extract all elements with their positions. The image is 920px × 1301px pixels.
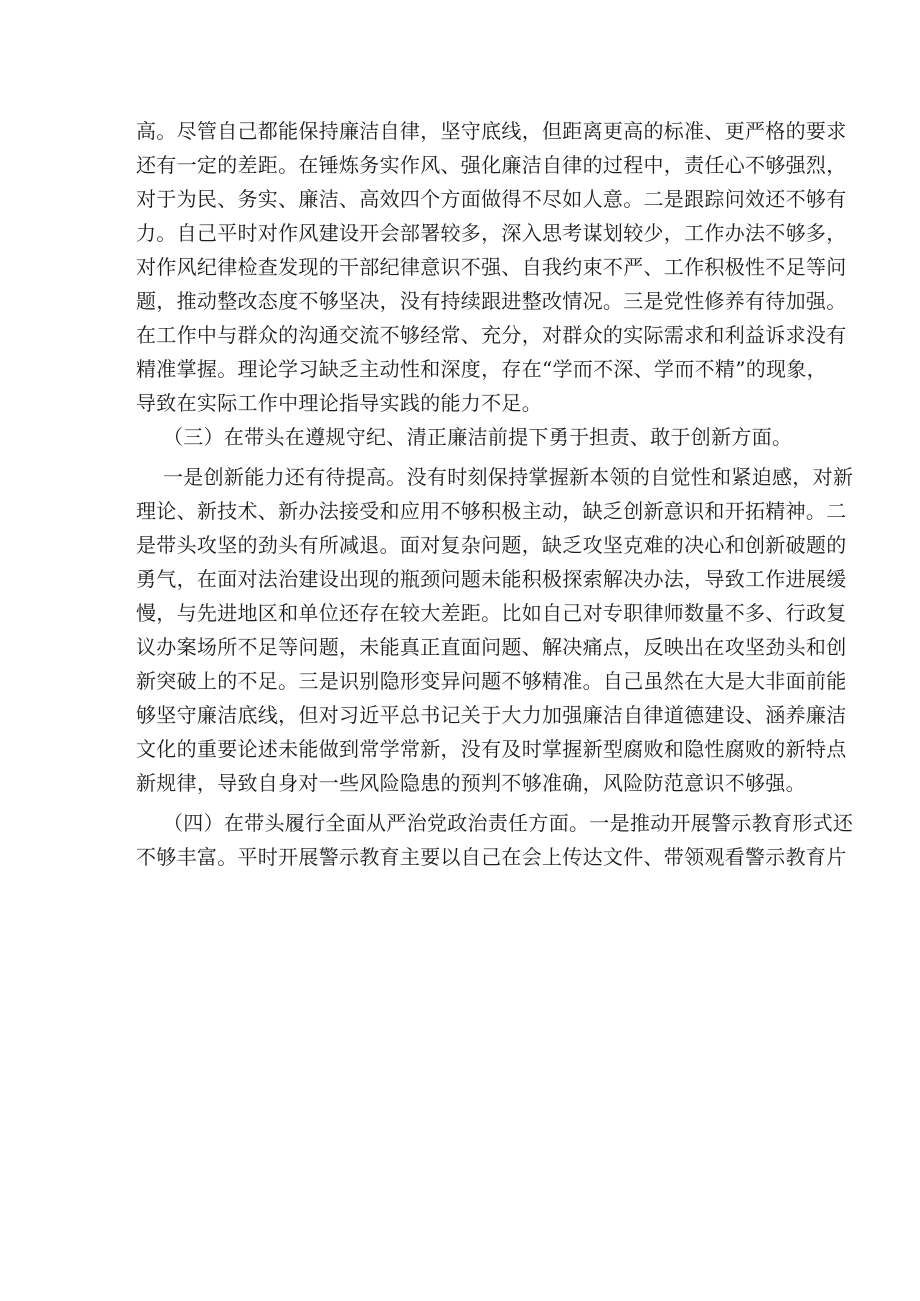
paragraph-line: 力。自己平时对作风建设开会部署较多，深入思考谋划较少，工作办法不够多，: [136, 221, 847, 245]
paragraph-line: 新突破上的不足。三是识别隐形变异问题不够精准。自己虽然在大是大非面前能: [136, 669, 847, 693]
document-body: [136, 114, 854, 874]
paragraph-line: 导致在实际工作中理论指导实践的能力不足。: [136, 391, 542, 415]
paragraph-line: 新规律，导致自身对一些风险隐患的预判不够准确，风险防范意识不够强。: [136, 771, 806, 795]
paragraph-line: 议办案场所不足等问题，未能真正直面问题、解决痛点，反映出在攻坚劲头和创: [136, 635, 847, 659]
paragraph-line: 一是创新能力还有待提高。没有时刻保持掌握新本领的自觉性和紧迫感，对新: [163, 465, 854, 489]
paragraph-line: 是带头攻坚的劲头有所减退。面对复杂问题，缺乏攻坚克难的决心和创新破题的: [136, 533, 847, 557]
paragraph-line: 题，推动整改态度不够坚决，没有持续跟进整改情况。三是党性修养有待加强。: [136, 289, 847, 313]
paragraph-line: 够坚守廉洁底线，但对习近平总书记关于大力加强廉洁自律道德建设、涵养廉洁: [136, 703, 847, 727]
paragraph-innovation: [136, 460, 854, 800]
section-heading-line: （三）在带头在遵规守纪、清正廉洁前提下勇于担责、敢于创新方面。: [163, 425, 793, 449]
paragraph-line: 勇气，在面对法治建设出现的瓶颈问题未能积极探索解决办法，导致工作进展缓: [136, 567, 847, 591]
paragraph-line: 在工作中与群众的沟通交流不够经常、充分，对群众的实际需求和利益诉求没有: [136, 323, 847, 347]
paragraph-line: 对于为民、务实、廉洁、高效四个方面做得不尽如人意。二是跟踪问效还不够有: [136, 187, 847, 211]
paragraph-line: 文化的重要论述未能做到常学常新，没有及时掌握新型腐败和隐性腐败的新特点: [136, 737, 847, 761]
paragraph-line: 对作风纪律检查发现的干部纪律意识不强、自我约束不严、工作积极性不足等问: [136, 255, 847, 279]
paragraph-line: 精准掌握。理论学习缺乏主动性和深度，存在“学而不深、学而不精”的现象，: [136, 357, 827, 381]
paragraph-line: 不够丰富。平时开展警示教育主要以自己在会上传达文件、带领观看警示教育片: [136, 845, 847, 869]
paragraph-line: 理论、新技术、新办法接受和应用不够积极主动，缺乏创新意识和开拓精神。二: [136, 499, 847, 523]
paragraph-line: 高。尽管自己都能保持廉洁自律，坚守底线，但距离更高的标准、更严格的要求: [136, 119, 847, 143]
paragraph-line: （四）在带头履行全面从严治党政治责任方面。一是推动开展警示教育形式还: [163, 811, 854, 835]
paragraph-section-four: [136, 806, 854, 874]
paragraph-work-style: [136, 114, 847, 420]
paragraph-line: 还有一定的差距。在锤炼务实作风、强化廉洁自律的过程中，责任心不够强烈，: [136, 153, 847, 177]
section-heading-three: [136, 420, 796, 454]
paragraph-line: 慢，与先进地区和单位还存在较大差距。比如自己对专职律师数量不多、行政复: [136, 601, 847, 625]
